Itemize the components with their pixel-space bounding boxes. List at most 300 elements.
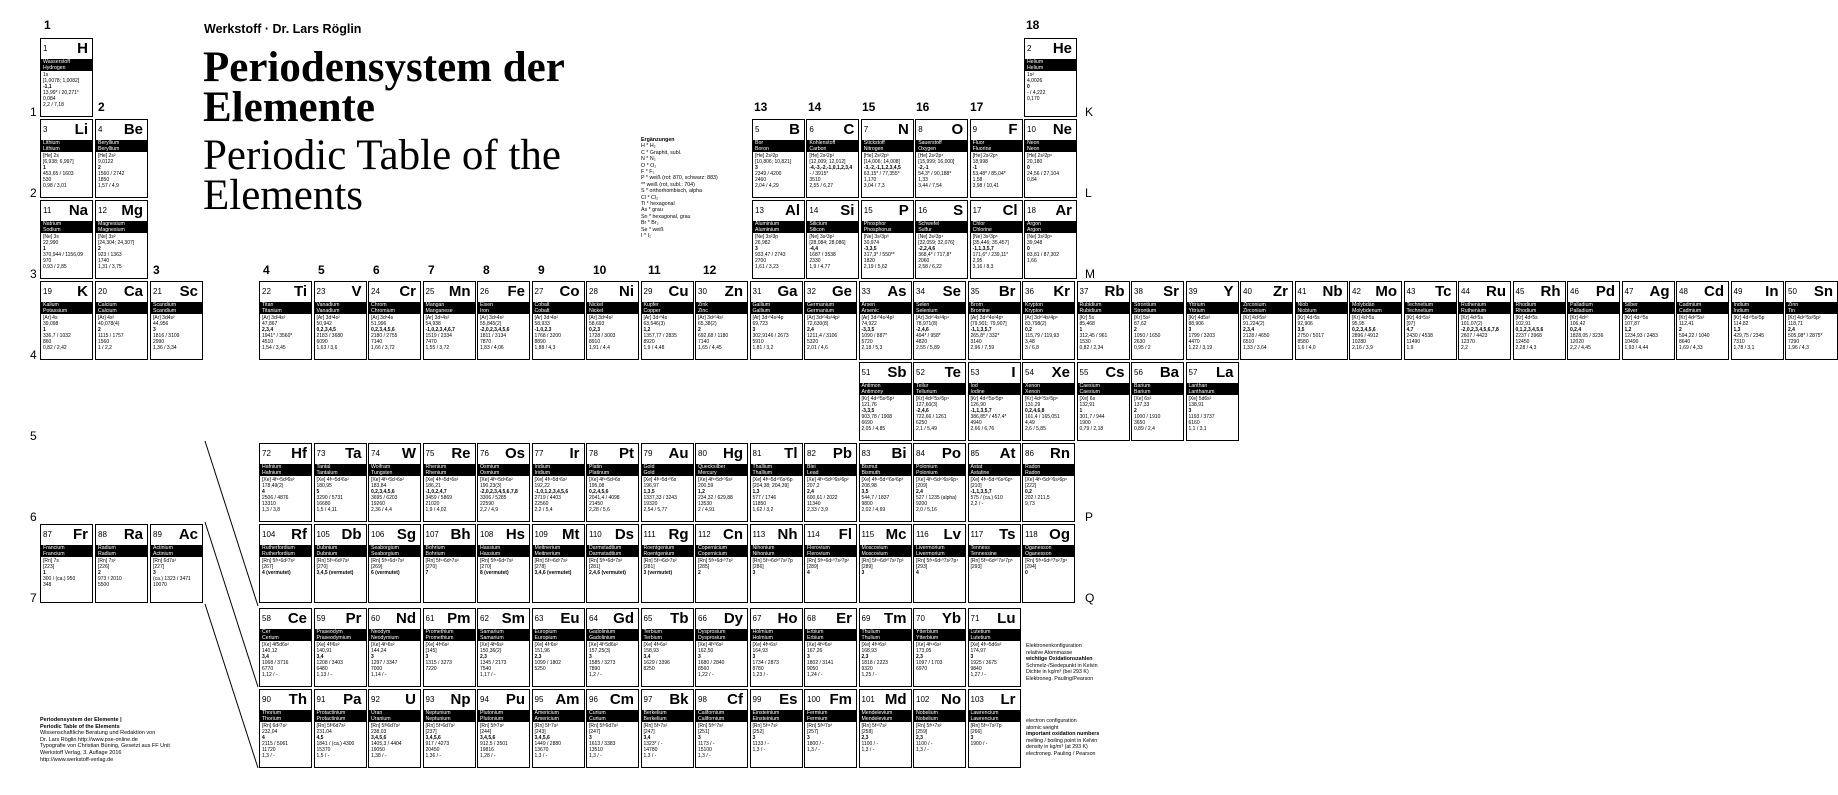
atomic-number: 36 xyxy=(1025,287,1034,296)
element-cell-cu[interactable] xyxy=(641,281,694,360)
element-cell-ba[interactable] xyxy=(1131,362,1184,441)
element-cell-cr[interactable] xyxy=(368,281,421,360)
property-line: 1,61 / 3,23 xyxy=(755,264,779,271)
element-cell-hf[interactable] xyxy=(259,443,312,522)
name-english: Caesium xyxy=(1079,389,1100,395)
property-line: 2,1 / 5,49 xyxy=(916,426,937,433)
element-cell-kr[interactable] xyxy=(1022,281,1075,360)
element-cell-ag[interactable] xyxy=(1622,281,1675,360)
element-cell-fr[interactable] xyxy=(40,524,93,603)
element-cell-tm[interactable] xyxy=(859,608,912,687)
element-properties xyxy=(1132,314,1183,352)
property-line: 47,867 xyxy=(262,321,278,328)
name-english: Gold xyxy=(643,470,655,476)
property-line: 3 xyxy=(970,735,974,742)
element-cell-fe[interactable] xyxy=(477,281,530,360)
element-cell-s[interactable] xyxy=(915,200,968,279)
element-properties xyxy=(41,71,92,109)
property-line: 63,15* / 77,355* xyxy=(863,171,900,178)
element-cell-be[interactable] xyxy=(95,119,148,198)
property-line: [Xe] 6s² xyxy=(1134,396,1152,402)
element-cell-ac[interactable] xyxy=(150,524,203,603)
element-cell-tc[interactable] xyxy=(1404,281,1457,360)
name-german: Promethium xyxy=(425,629,454,635)
element-cell-zr[interactable] xyxy=(1240,281,1293,360)
property-line: 2 xyxy=(98,327,101,334)
property-line: 917 / 4273 xyxy=(425,741,450,748)
element-cell-sc[interactable] xyxy=(150,281,203,360)
element-cell-lr[interactable] xyxy=(968,689,1021,768)
element-cell-pu[interactable] xyxy=(477,689,530,768)
name-german: Fermium xyxy=(807,710,828,716)
element-cell-h[interactable] xyxy=(40,38,93,117)
element-cell-lv[interactable] xyxy=(913,524,966,603)
property-line: [Rn] 5f¹⁴6d³7s² xyxy=(316,558,350,564)
element-cell-rf[interactable] xyxy=(259,524,312,603)
element-cell-es[interactable] xyxy=(750,689,803,768)
property-line: 13530 xyxy=(698,501,712,508)
property-line: 3 xyxy=(371,654,374,661)
element-cell-cs[interactable] xyxy=(1077,362,1130,441)
atomic-number: 89 xyxy=(153,530,162,539)
element-cell-pm[interactable] xyxy=(423,608,476,687)
element-header xyxy=(96,201,147,221)
element-cell-ne[interactable] xyxy=(1024,119,1077,198)
element-cell-i[interactable] xyxy=(968,362,1021,441)
property-line: 63,546(3) xyxy=(643,321,665,328)
element-header xyxy=(41,39,92,59)
element-symbol: Og xyxy=(1049,526,1070,543)
property-line: 22,990 xyxy=(43,240,59,247)
element-header xyxy=(1786,282,1837,302)
element-cell-v[interactable] xyxy=(314,281,367,360)
property-line: [Kr] 4d5s² xyxy=(1188,315,1211,321)
element-header xyxy=(41,120,92,140)
property-line: 1,5 / - xyxy=(316,753,330,760)
property-line: 1,3 / - xyxy=(807,747,820,754)
property-line: [Rn] 7s xyxy=(43,558,59,564)
element-cell-o[interactable] xyxy=(915,119,968,198)
property-line: 0 xyxy=(1027,84,1030,91)
element-cell-eu[interactable] xyxy=(532,608,585,687)
property-line: 3,4 xyxy=(262,654,269,661)
element-cell-rb[interactable] xyxy=(1077,281,1130,360)
element-cell-rg[interactable] xyxy=(641,524,694,603)
element-cell-lu[interactable] xyxy=(968,608,1021,687)
name-german: Neon xyxy=(1027,140,1040,146)
element-cell-au[interactable] xyxy=(641,443,694,522)
atomic-number: 95 xyxy=(534,695,544,704)
element-cell-cd[interactable] xyxy=(1676,281,1729,360)
property-line: 5720 xyxy=(861,339,873,346)
element-cell-li[interactable] xyxy=(40,119,93,198)
element-cell-re[interactable] xyxy=(423,443,476,522)
atomic-number: 5 xyxy=(755,125,760,134)
property-line: 0,79 / 2,18 xyxy=(1079,426,1104,433)
element-symbol: Ba xyxy=(1159,364,1179,381)
name-english: Osmium xyxy=(480,470,500,476)
name-english: Tantalum xyxy=(316,470,338,476)
element-cell-yb[interactable] xyxy=(913,608,966,687)
property-line: 4,49 xyxy=(1025,420,1035,427)
property-line: 168,93 xyxy=(861,648,877,655)
property-line: 5 xyxy=(316,489,320,496)
group-number: 7 xyxy=(428,263,435,277)
property-line: 12370 xyxy=(1461,339,1475,346)
element-cell-ga[interactable] xyxy=(750,281,803,360)
element-cell-bh[interactable] xyxy=(423,524,476,603)
element-cell-th[interactable] xyxy=(259,689,312,768)
property-line: 4,5 xyxy=(316,735,324,742)
property-line: -2,0,2,3,4,5,6,7,8 xyxy=(480,489,518,496)
property-line: 970 xyxy=(43,258,52,265)
property-line: [Kr] 4d¹⁰5s²5p² xyxy=(1788,315,1821,321)
property-line: 453,65 / 1603 xyxy=(43,171,74,178)
name-german: Selen xyxy=(916,302,930,308)
name-english: Mendelevium xyxy=(861,716,893,722)
element-cell-am[interactable] xyxy=(532,689,585,768)
property-line: 30,974 xyxy=(863,240,880,247)
name-english: Radium xyxy=(98,551,116,557)
property-line: 140,91 xyxy=(316,648,332,655)
property-line: 2,3 xyxy=(916,735,923,742)
property-line: 19050 xyxy=(371,747,385,754)
element-cell-tb[interactable] xyxy=(641,608,694,687)
element-cell-nb[interactable] xyxy=(1295,281,1348,360)
property-line: 600,61 / 2022 xyxy=(807,495,838,502)
element-cell-ge[interactable] xyxy=(804,281,857,360)
element-cell-fm[interactable] xyxy=(804,689,857,768)
element-cell-rn[interactable] xyxy=(1022,443,1075,522)
element-symbol: Dy xyxy=(723,610,743,627)
element-symbol: Br xyxy=(998,283,1016,300)
property-line: 3 xyxy=(698,654,701,661)
element-cell-ir[interactable] xyxy=(532,443,585,522)
element-cell-hg[interactable] xyxy=(695,443,748,522)
element-cell-os[interactable] xyxy=(477,443,530,522)
property-line: [Ar] 3d²4s² xyxy=(262,315,286,321)
atomic-number: 101 xyxy=(861,695,875,704)
shell-letter: P xyxy=(1085,510,1094,524)
property-line: 1,28 / - xyxy=(480,753,496,760)
element-properties xyxy=(478,722,529,760)
atomic-number: 24 xyxy=(371,287,380,296)
property-line: 301,7 / 944 xyxy=(1079,414,1105,421)
property-line: 1050 / 1650 xyxy=(1134,333,1161,340)
element-header xyxy=(369,609,420,629)
element-cell-f[interactable] xyxy=(970,119,1023,198)
element-cell-b[interactable] xyxy=(752,119,805,198)
element-names xyxy=(424,464,475,476)
element-header xyxy=(260,690,311,710)
property-line: 4 xyxy=(807,570,810,577)
element-symbol: Po xyxy=(941,445,961,462)
element-symbol: Eu xyxy=(560,610,580,627)
atomic-number: 114 xyxy=(807,530,820,539)
property-line: 74,922 xyxy=(861,321,877,328)
element-cell-ti[interactable] xyxy=(259,281,312,360)
element-cell-na[interactable] xyxy=(40,200,93,279)
element-names xyxy=(315,629,366,641)
element-cell-ds[interactable] xyxy=(586,524,639,603)
atomic-number: 28 xyxy=(589,287,598,296)
name-english: Moscovium xyxy=(861,551,888,557)
element-cell-te[interactable] xyxy=(913,362,966,441)
element-cell-pt[interactable] xyxy=(586,443,639,522)
property-line: 1297 / 3347 xyxy=(371,660,398,667)
element-properties xyxy=(696,557,747,576)
element-cell-he[interactable] xyxy=(1024,38,1077,117)
element-cell-nh[interactable] xyxy=(750,524,803,603)
property-line: 1925 / 3675 xyxy=(970,660,997,667)
element-cell-w[interactable] xyxy=(368,443,421,522)
legend-line: C * Graphit, subl. xyxy=(641,149,682,156)
property-line: 2,54 / 5,77 xyxy=(643,507,668,514)
property-line: 6510 xyxy=(1243,339,1255,346)
element-symbol: Gd xyxy=(613,610,634,627)
property-line: 3,5 xyxy=(861,489,869,496)
element-names xyxy=(1187,383,1238,395)
name-english: Nobelium xyxy=(916,716,938,722)
name-german: Livermorium xyxy=(916,545,945,551)
property-line: 2,95 xyxy=(972,258,983,265)
property-line: [Rn] 5f¹⁴6d¹⁰7s² xyxy=(698,558,733,564)
property-line: 2,3,4 xyxy=(1243,327,1255,334)
property-line: 22560 xyxy=(534,501,549,508)
element-cell-br[interactable] xyxy=(968,281,1021,360)
element-header xyxy=(914,690,965,710)
element-cell-ts[interactable] xyxy=(968,524,1021,603)
element-header xyxy=(642,609,693,629)
element-cell-pd[interactable] xyxy=(1567,281,1620,360)
property-line: [266] xyxy=(970,729,982,736)
element-cell-cf[interactable] xyxy=(695,689,748,768)
element-cell-ra[interactable] xyxy=(95,524,148,603)
element-cell-pb[interactable] xyxy=(804,443,857,522)
element-cell-rh[interactable] xyxy=(1513,281,1566,360)
element-properties xyxy=(151,314,202,352)
element-names xyxy=(696,545,747,557)
property-line: [Rn] 5f⁴6d7s² xyxy=(425,723,455,729)
element-cell-fl[interactable] xyxy=(804,524,857,603)
element-properties xyxy=(642,722,693,760)
element-cell-p[interactable] xyxy=(861,200,914,279)
element-properties xyxy=(1023,395,1074,433)
element-names xyxy=(424,629,475,641)
property-line: 11340 xyxy=(807,501,821,508)
element-cell-pa[interactable] xyxy=(314,689,367,768)
property-line: [Xe] 4f5d6s² xyxy=(262,642,289,648)
property-line: 1315 / 3273 xyxy=(425,660,452,667)
property-line: [237] xyxy=(425,729,437,736)
element-header xyxy=(96,282,147,302)
element-cell-xe[interactable] xyxy=(1022,362,1075,441)
element-cell-mt[interactable] xyxy=(532,524,585,603)
element-cell-mn[interactable] xyxy=(423,281,476,360)
property-line: 2 xyxy=(98,165,101,172)
name-german: Aluminium xyxy=(755,221,780,227)
property-line: [Xe] 6s xyxy=(1079,396,1096,402)
element-properties xyxy=(260,476,311,514)
atomic-number: 55 xyxy=(1079,368,1089,377)
element-cell-cl[interactable] xyxy=(970,200,1023,279)
element-properties xyxy=(369,641,420,679)
property-line: - / 3915* xyxy=(809,171,829,178)
property-line: [Xe] 4f³6s² xyxy=(316,642,340,648)
element-cell-np[interactable] xyxy=(423,689,476,768)
element-cell-mc[interactable] xyxy=(859,524,912,603)
atomic-number: 49 xyxy=(1733,287,1743,296)
property-line: 3 xyxy=(153,570,156,577)
element-properties xyxy=(41,233,92,271)
element-header xyxy=(587,525,638,545)
element-cell-in[interactable] xyxy=(1731,281,1784,360)
element-cell-cn[interactable] xyxy=(695,524,748,603)
element-cell-u[interactable] xyxy=(368,689,421,768)
element-cell-gd[interactable] xyxy=(586,608,639,687)
property-line: [269] xyxy=(371,564,383,571)
atomic-number: 82 xyxy=(807,449,816,458)
property-line: 13670 xyxy=(534,747,549,754)
legend-line: S * orthorhombisch, alpha xyxy=(641,188,702,195)
property-line: [Rn] 5f¹⁴6d¹⁰7s²7p xyxy=(752,558,793,564)
element-cell-as[interactable] xyxy=(859,281,912,360)
property-line: [15,999; 16,000] xyxy=(918,159,955,166)
property-line: 3,4,6 (vermutet) xyxy=(534,570,572,577)
element-header xyxy=(969,690,1020,710)
element-cell-nd[interactable] xyxy=(368,608,421,687)
element-header xyxy=(1025,120,1076,140)
property-line: 1,2 xyxy=(643,327,651,334)
property-line: 2,02 / 4,69 xyxy=(861,507,886,514)
element-cell-k[interactable] xyxy=(40,281,93,360)
element-cell-tl[interactable] xyxy=(750,443,803,522)
legend-line: F * F₂ xyxy=(641,169,655,176)
element-cell-po[interactable] xyxy=(913,443,966,522)
element-cell-cm[interactable] xyxy=(586,689,639,768)
property-line: 2115 / 5061 xyxy=(262,741,289,748)
name-english: Hafnium xyxy=(262,470,282,476)
element-names xyxy=(260,302,311,314)
property-line: [He] 2s xyxy=(43,153,59,159)
name-english: Molybdenum xyxy=(1352,308,1382,314)
element-cell-hs[interactable] xyxy=(477,524,530,603)
element-cell-sg[interactable] xyxy=(368,524,421,603)
element-cell-n[interactable] xyxy=(861,119,914,198)
element-cell-pr[interactable] xyxy=(314,608,367,687)
name-english: Beryllium xyxy=(98,146,120,152)
element-symbol: Ti xyxy=(293,283,307,300)
element-cell-md[interactable] xyxy=(859,689,912,768)
element-cell-ca[interactable] xyxy=(95,281,148,360)
element-cell-ta[interactable] xyxy=(314,443,367,522)
element-cell-bi[interactable] xyxy=(859,443,912,522)
element-cell-si[interactable] xyxy=(806,200,859,279)
element-cell-al[interactable] xyxy=(752,200,805,279)
element-cell-zn[interactable] xyxy=(695,281,748,360)
element-cell-sb[interactable] xyxy=(859,362,912,441)
element-cell-mg[interactable] xyxy=(95,200,148,279)
property-line: [270] xyxy=(425,564,437,571)
element-names xyxy=(1078,302,1129,314)
element-symbol: F xyxy=(1008,121,1018,138)
atomic-number: 11 xyxy=(43,206,52,215)
element-header xyxy=(369,282,420,302)
name-english: Platinum xyxy=(589,470,610,476)
element-symbol: Xe xyxy=(1051,364,1070,381)
element-cell-c[interactable] xyxy=(806,119,859,198)
element-cell-se[interactable] xyxy=(913,281,966,360)
element-cell-y[interactable] xyxy=(1186,281,1239,360)
property-line: 577 / 1746 xyxy=(752,495,777,502)
element-names xyxy=(696,629,747,641)
element-cell-ho[interactable] xyxy=(750,608,803,687)
element-names xyxy=(315,464,366,476)
element-cell-ru[interactable] xyxy=(1458,281,1511,360)
element-cell-bk[interactable] xyxy=(641,689,694,768)
element-cell-at[interactable] xyxy=(968,443,1021,522)
element-cell-mo[interactable] xyxy=(1349,281,1402,360)
property-line: 1,58 xyxy=(972,177,983,184)
property-line: 2719 / 4403 xyxy=(534,495,561,502)
element-cell-ni[interactable] xyxy=(586,281,639,360)
property-line: 1,22 / - xyxy=(698,672,714,679)
element-header xyxy=(916,120,967,140)
element-header xyxy=(1732,282,1783,302)
element-symbol: Ta xyxy=(345,445,362,462)
element-header xyxy=(1514,282,1565,302)
property-line: 3,98 / 10,41 xyxy=(972,183,1000,190)
element-names xyxy=(587,545,638,557)
element-header xyxy=(260,525,311,545)
element-properties xyxy=(642,641,693,672)
property-line: 162,50 xyxy=(698,648,714,655)
property-line: 0,2,3 xyxy=(589,327,601,334)
element-header xyxy=(860,609,911,629)
element-cell-sn[interactable] xyxy=(1785,281,1838,360)
property-line: 4 xyxy=(262,735,265,742)
element-names xyxy=(41,140,92,152)
property-line: [10,806; 10,821] xyxy=(755,159,792,166)
element-cell-og[interactable] xyxy=(1022,524,1075,603)
element-cell-dy[interactable] xyxy=(695,608,748,687)
element-cell-no[interactable] xyxy=(913,689,966,768)
atomic-number: 43 xyxy=(1406,287,1416,296)
element-cell-db[interactable] xyxy=(314,524,367,603)
name-english: Lawrencium xyxy=(970,716,999,722)
element-header xyxy=(971,201,1022,221)
property-line: 7890 xyxy=(589,666,601,673)
element-cell-co[interactable] xyxy=(532,281,585,360)
element-symbol: Pu xyxy=(505,691,525,708)
property-line: 65,38(2) xyxy=(698,321,717,328)
name-english: Cobalt xyxy=(534,308,550,314)
property-line: 2,2 / 4,45 xyxy=(1570,345,1591,352)
element-cell-ce[interactable] xyxy=(259,608,312,687)
element-header xyxy=(424,690,475,710)
element-cell-sm[interactable] xyxy=(477,608,530,687)
name-german: Thorium xyxy=(262,710,282,716)
element-properties xyxy=(969,395,1020,433)
element-properties xyxy=(807,152,858,190)
legend-heading: Ergänzungen xyxy=(641,137,675,143)
element-cell-ar[interactable] xyxy=(1024,200,1077,279)
element-cell-sr[interactable] xyxy=(1131,281,1184,360)
property-line: [Xe] 4f¹⁴5d³6s² xyxy=(316,477,349,483)
property-line: 386,85* / 457,4* xyxy=(970,414,1007,421)
element-cell-er[interactable] xyxy=(804,608,857,687)
element-cell-la[interactable] xyxy=(1186,362,1239,441)
